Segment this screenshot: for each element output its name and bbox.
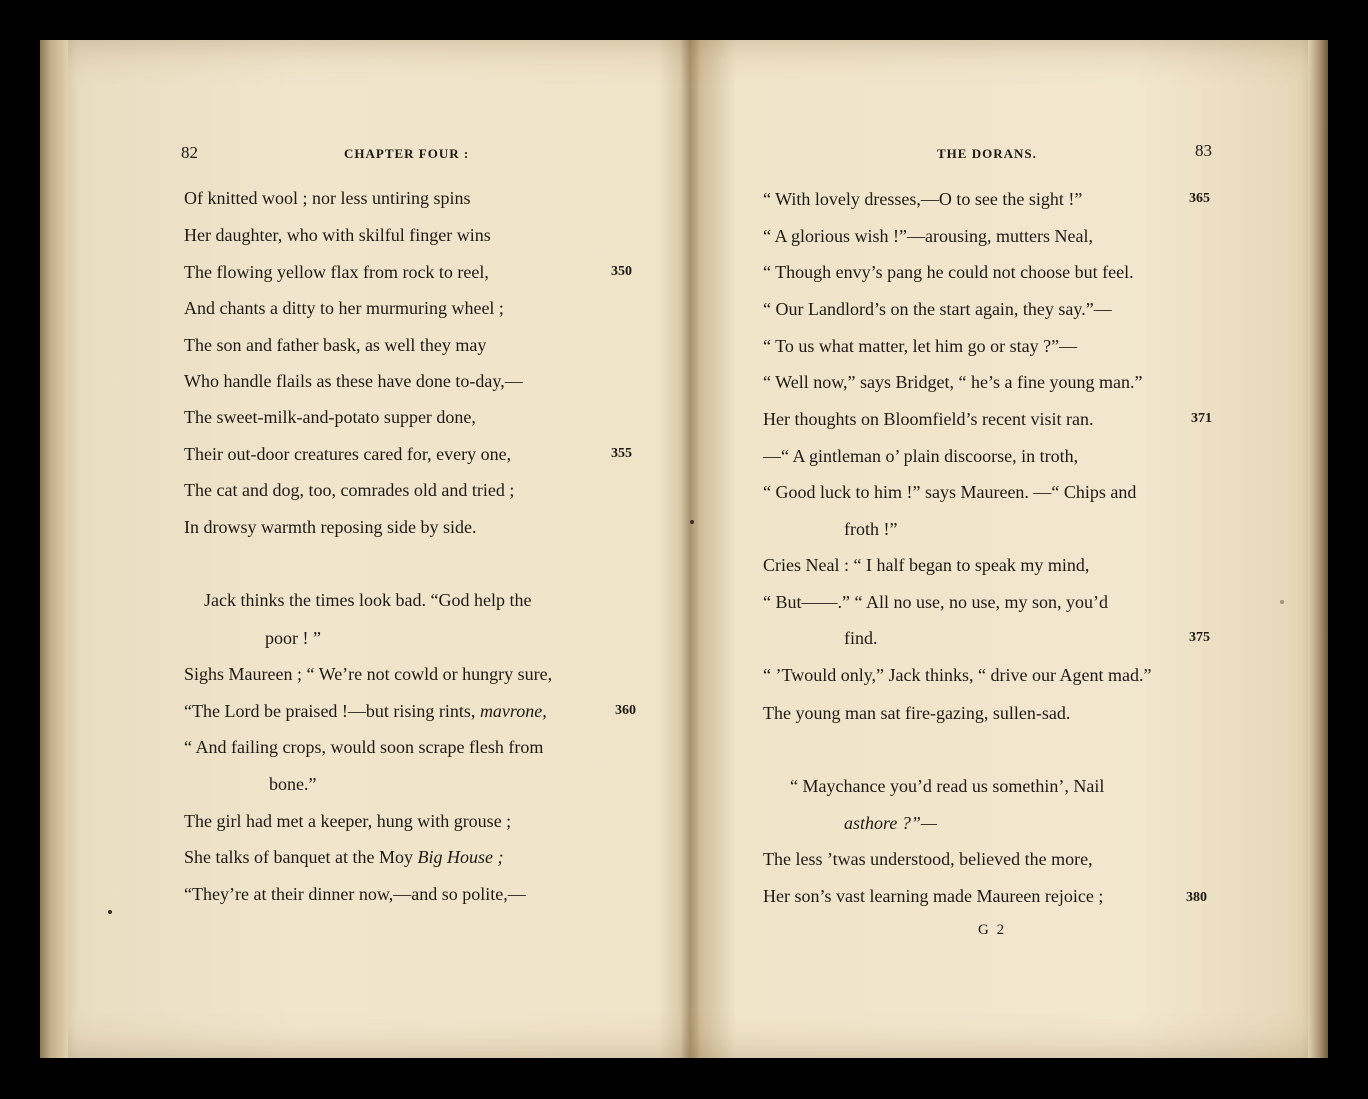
verse-line: “ ’Twould only,” Jack thinks, “ drive our Agent mad.”	[763, 665, 1152, 685]
right-page	[690, 40, 1328, 1058]
verse-line: Sighs Maureen ; “ We’re not cowld or hungry sure,	[184, 664, 553, 684]
left-page	[40, 40, 690, 1058]
verse-line: The flowing yellow flax from rock to reel,	[184, 262, 489, 282]
verse-line: froth !”	[844, 519, 898, 539]
line-number: 371	[1191, 411, 1212, 426]
left-running-head: CHAPTER FOUR :	[344, 146, 470, 161]
verse-line	[844, 812, 937, 834]
verse-line: Her thoughts on Bloomfield’s recent visit ran.	[763, 409, 1094, 429]
line-number: 360	[615, 703, 636, 718]
verse-line: “ A glorious wish !”—arousing, mutters Neal,	[763, 226, 1093, 246]
verse-line: Jack thinks the times look bad. “God help the	[204, 590, 532, 610]
verse-line: In drowsy warmth reposing side by side.	[184, 517, 477, 537]
verse-line: bone.”	[269, 774, 317, 794]
right-running-head: THE DORANS.	[937, 146, 1037, 161]
verse-line: Their out-door creatures cared for, every one,	[184, 444, 512, 464]
verse-line	[184, 700, 547, 722]
right-page-number: 83	[1195, 141, 1212, 160]
signature-mark: G 2	[978, 922, 1007, 938]
line-number: 380	[1186, 890, 1207, 905]
verse-line: —“ A gintleman o’ plain discoorse, in troth,	[763, 446, 1079, 466]
italic-word: Big House ;	[417, 847, 504, 867]
verse-line: Her daughter, who with skilful finger wins	[184, 225, 491, 245]
italic-word: mavrone,	[479, 701, 547, 721]
verse-line: “ Good luck to him !” says Maureen. —“ Chips and	[763, 482, 1137, 502]
line-number: 355	[611, 446, 632, 461]
verse-line: Who handle flails as these have done to-day,—	[184, 371, 523, 391]
verse-line: The girl had met a keeper, hung with grouse ;	[184, 811, 512, 831]
verse-line: “ But——.” “ All no use, no use, my son, you’d	[763, 592, 1108, 612]
verse-line: find.	[844, 628, 878, 648]
verse-line: The sweet-milk-and-potato supper done,	[184, 407, 476, 427]
verse-line-text: She talks of banquet at the Moy	[184, 847, 413, 867]
paper-spot	[108, 910, 112, 914]
verse-line: “ With lovely dresses,—O to see the sight !”	[763, 189, 1083, 209]
verse-line: “ Though envy’s pang he could not choose but feel.	[763, 262, 1134, 282]
verse-line	[184, 846, 503, 868]
verse-line: “They’re at their dinner now,—and so polite,—	[184, 884, 526, 904]
verse-line-text: “The Lord be praised !—but rising rints,	[184, 701, 476, 721]
line-number: 375	[1189, 630, 1210, 645]
verse-line: “ Maychance you’d read us somethin’, Nail	[790, 776, 1105, 796]
verse-line: The young man sat fire-gazing, sullen-sad.	[763, 703, 1071, 723]
verse-line: “ Our Landlord’s on the start again, they say.”—	[763, 299, 1112, 319]
paper-spot	[1280, 600, 1284, 604]
verse-line: The less ’twas understood, believed the more,	[763, 849, 1093, 869]
line-number: 350	[611, 264, 632, 279]
verse-line: Cries Neal : “ I half began to speak my mind,	[763, 555, 1090, 575]
open-book-spread	[40, 40, 1328, 1058]
left-page-number: 82	[181, 143, 198, 162]
verse-line: poor ! ”	[265, 628, 321, 648]
verse-line: The cat and dog, too, comrades old and tried ;	[184, 480, 515, 500]
verse-line: And chants a ditty to her murmuring wheel ;	[184, 298, 504, 318]
verse-line: “ To us what matter, let him go or stay ?”—	[763, 336, 1078, 356]
verse-line: “ Well now,” says Bridget, “ he’s a fine young man.”	[763, 372, 1143, 392]
verse-line: The son and father bask, as well they may	[184, 335, 487, 355]
paper-spot	[690, 520, 694, 524]
line-number: 365	[1189, 191, 1210, 206]
italic-word: asthore ?”—	[844, 813, 937, 833]
verse-line: “ And failing crops, would soon scrape flesh from	[184, 737, 544, 757]
verse-line: Her son’s vast learning made Maureen rejoice ;	[763, 886, 1104, 906]
verse-line: Of knitted wool ; nor less untiring spins	[184, 188, 471, 208]
